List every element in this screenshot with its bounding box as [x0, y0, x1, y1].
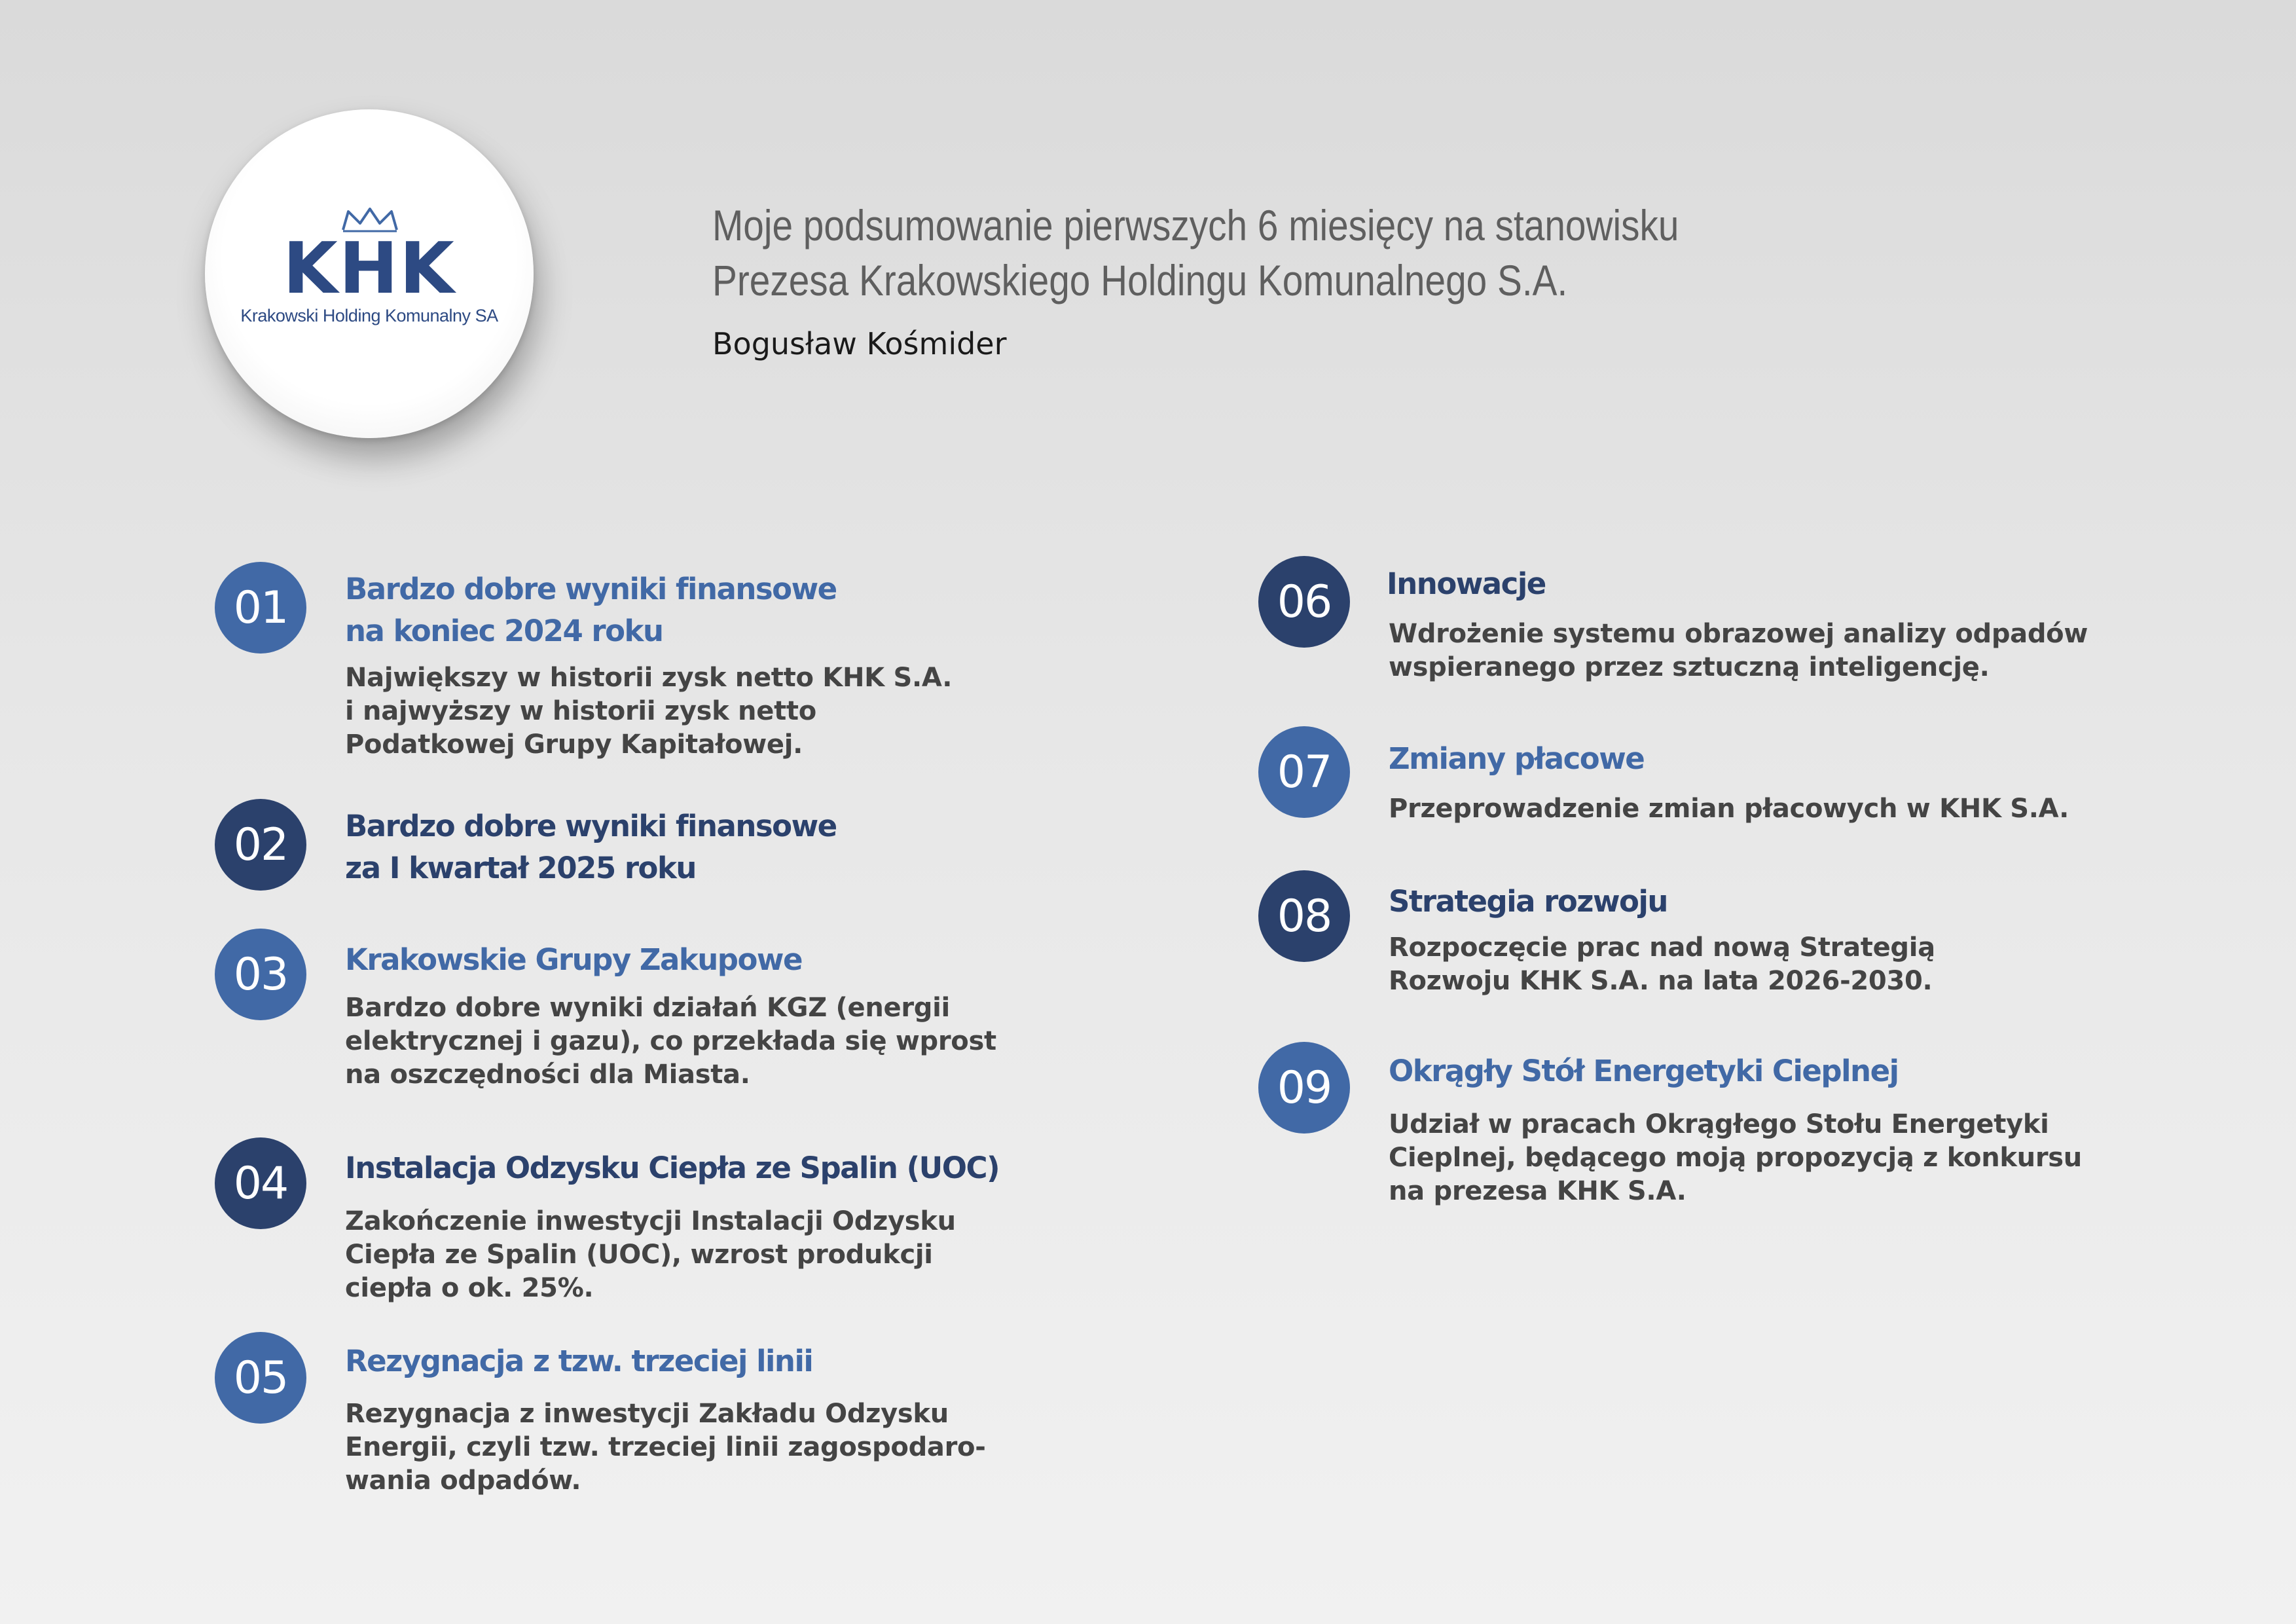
item-title — [345, 1340, 812, 1382]
item-title-line: na koniec 2024 roku — [345, 614, 663, 648]
logo-subtitle: Krakowski Holding Komunalny SA — [240, 306, 498, 325]
item-description-line: wania odpadów. — [345, 1466, 581, 1496]
item-description-line: Bardzo dobre wyniki działań KGZ (energii — [345, 993, 950, 1023]
item-description-line: Przeprowadzenie zmian płacowych w KHK S.A. — [1389, 794, 2069, 824]
item-number-badge: 07 — [1258, 726, 1350, 818]
item-description-line: Rozpoczęcie prac nad nową Strategią — [1389, 932, 1935, 963]
item-title — [345, 568, 837, 652]
item-title-line: za I kwartał 2025 roku — [345, 851, 696, 885]
item-description-line: wspieranego przez sztuczną inteligencję. — [1389, 652, 1990, 682]
item-description-line: Zakończenie inwestycji Instalacji Odzysku — [345, 1206, 956, 1236]
item-title-line: Innowacje — [1387, 566, 1546, 601]
item-description-line: na prezesa KHK S.A. — [1389, 1176, 1686, 1206]
item-title — [1389, 1050, 1899, 1092]
item-number-badge: 09 — [1258, 1042, 1350, 1134]
item-description — [345, 1397, 986, 1498]
item-description-line: Rezygnacja z inwestycji Zakładu Odzysku — [345, 1399, 949, 1429]
item-number-badge: 06 — [1258, 556, 1350, 648]
item-description-line: na oszczędności dla Miasta. — [345, 1060, 750, 1090]
item-description — [345, 1205, 956, 1305]
item-description-line: Podatkowej Grupy Kapitałowej. — [345, 729, 803, 760]
khk-logo — [205, 109, 534, 438]
item-title — [1389, 738, 1644, 780]
item-description — [1389, 618, 2088, 684]
item-description — [1389, 931, 1935, 998]
item-description — [1389, 1108, 2082, 1208]
item-description-line: Cieplnej, będącego moją propozycją z konkursu — [1389, 1143, 2082, 1173]
item-number-badge: 08 — [1258, 870, 1350, 962]
item-title-line: Krakowskie Grupy Zakupowe — [345, 942, 803, 977]
item-title — [345, 939, 802, 981]
author-name: Bogusław Kośmider — [712, 326, 1007, 361]
item-title-line: Zmiany płacowe — [1389, 741, 1645, 776]
item-title-line: Instalacja Odzysku Ciepła ze Spalin (UOC) — [345, 1151, 1000, 1185]
item-description — [1389, 792, 2069, 826]
page-title-line: Prezesa Krakowskiego Holdingu Komunalnego S.A. — [712, 256, 1568, 304]
item-title — [345, 1147, 999, 1189]
item-title — [1387, 563, 1546, 605]
item-title-line: Bardzo dobre wyniki finansowe — [345, 572, 837, 606]
item-description-line: Wdrożenie systemu obrazowej analizy odpadów — [1389, 619, 2088, 649]
page-title-line: Moje podsumowanie pierwszych 6 miesięcy na stanowisku — [712, 201, 1679, 249]
item-title-line: Rezygnacja z tzw. trzeciej linii — [345, 1344, 813, 1378]
item-description-line: elektrycznej i gazu), co przekłada się wprost — [345, 1026, 996, 1056]
item-description-line: Energii, czyli tzw. trzeciej linii zagospodaro- — [345, 1432, 986, 1462]
page-title — [712, 198, 1679, 308]
item-number-badge: 05 — [215, 1332, 306, 1424]
logo-wordmark: KHK — [283, 228, 456, 310]
item-number-badge: 03 — [215, 929, 306, 1020]
item-description-line: i najwyższy w historii zysk netto — [345, 696, 816, 726]
item-description-line: Rozwoju KHK S.A. na lata 2026-2030. — [1389, 966, 1933, 996]
item-description — [345, 661, 952, 762]
item-title — [345, 805, 837, 889]
item-title-line: Okrągły Stół Energetyki Cieplnej — [1389, 1054, 1899, 1088]
item-description-line: ciepła o ok. 25%. — [345, 1273, 594, 1303]
item-description-line: Udział w pracach Okrągłego Stołu Energetyki — [1389, 1109, 2049, 1139]
item-description-line: Największy w historii zysk netto KHK S.A. — [345, 663, 953, 693]
item-title-line: Bardzo dobre wyniki finansowe — [345, 809, 837, 843]
item-description — [345, 991, 996, 1092]
item-title-line: Strategia rozwoju — [1389, 884, 1667, 919]
item-number-badge: 02 — [215, 799, 306, 891]
item-title — [1389, 881, 1667, 923]
item-number-badge: 04 — [215, 1137, 306, 1229]
item-number-badge: 01 — [215, 562, 306, 654]
item-description-line: Ciepła ze Spalin (UOC), wzrost produkcji — [345, 1240, 933, 1270]
